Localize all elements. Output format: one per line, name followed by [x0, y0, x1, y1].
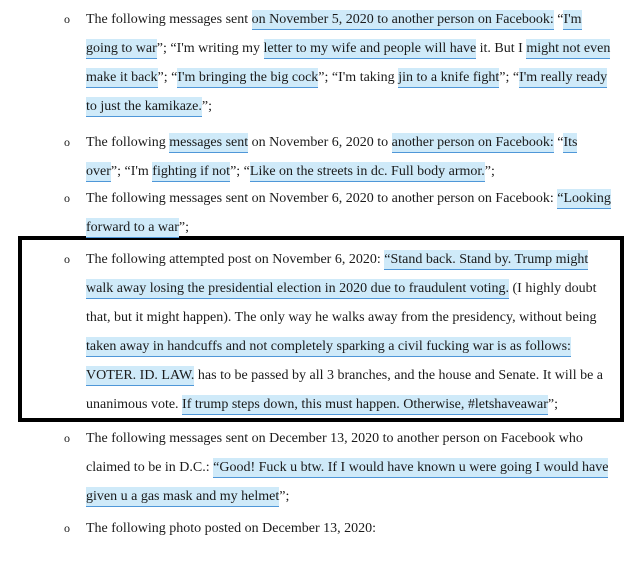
body-text: The following attempted post on November 6, 2020: — [86, 252, 385, 267]
highlighted-text: letter to my wife and people will have — [264, 39, 477, 59]
text-line — [86, 453, 608, 482]
bullet-marker: o — [64, 12, 70, 26]
bullet-marker: o — [64, 135, 70, 149]
highlighted-text: I'm — [563, 10, 581, 30]
bullet-marker: o — [64, 521, 70, 535]
text-line — [86, 361, 603, 390]
body-text: it. But I — [476, 41, 527, 56]
highlighted-text: forward to a war — [86, 218, 179, 238]
body-text: “ — [553, 135, 564, 150]
body-text: ”; “ — [157, 70, 178, 85]
highlighted-text: to just the kamikaze. — [86, 97, 202, 117]
body-text: claimed to be in D.C.: — [86, 460, 214, 475]
highlighted-text: over — [86, 162, 111, 182]
highlighted-text: going to war — [86, 39, 157, 59]
text-line — [86, 128, 577, 157]
highlighted-text: I'm really ready — [519, 68, 607, 88]
highlighted-text: “Looking — [557, 189, 611, 209]
text-line — [86, 424, 583, 453]
bullet-marker: o — [64, 431, 70, 445]
highlighted-text: on November 5, 2020 to another person on Facebook: — [252, 10, 554, 30]
body-text: ”; — [547, 397, 559, 412]
body-text: The following messages sent on December 13, 2020 to another person on Facebook who — [86, 431, 583, 446]
body-text: ”; “ — [230, 164, 250, 179]
text-line — [86, 332, 571, 361]
text-line — [86, 157, 495, 186]
text-line — [86, 213, 189, 242]
highlighted-text: might not even — [526, 39, 610, 59]
text-line — [86, 482, 289, 511]
highlighted-text: jin to a knife fight — [398, 68, 499, 88]
text-line — [86, 92, 212, 121]
highlighted-text: taken away in handcuffs and not completely sparking a civil fucking war is as follows: — [86, 337, 571, 357]
highlighted-text: Like on the streets in dc. Full body armor. — [250, 162, 485, 182]
body-text: ”; — [201, 99, 212, 114]
highlighted-text: messages sent — [169, 133, 248, 153]
body-text: “ — [553, 12, 564, 27]
text-line — [86, 34, 610, 63]
body-text: ”; “I'm taking — [318, 70, 399, 85]
body-text: The following photo posted on December 13, 2020: — [86, 521, 377, 536]
body-text: that, but it might happen). The only way he walks away from the presidency, without being — [86, 310, 597, 325]
text-line — [86, 303, 597, 332]
bullet-marker: o — [64, 191, 70, 205]
body-text: unanimous vote. — [86, 397, 183, 412]
body-text: has to be passed by all 3 branches, and the house and Senate. It will be a — [194, 368, 604, 383]
body-text: The following messages sent — [86, 12, 252, 27]
text-line — [86, 514, 376, 543]
text-line — [86, 5, 582, 34]
highlighted-text: I'm bringing the big cock — [177, 68, 318, 88]
highlighted-text: If trump steps down, this must happen. Otherwise, #letshaveawar — [182, 395, 548, 415]
text-line — [86, 63, 607, 92]
body-text: ”; — [178, 220, 190, 235]
body-text: The following — [86, 135, 170, 150]
body-text: on November 6, 2020 to — [248, 135, 392, 150]
highlighted-text: make it back — [86, 68, 158, 88]
highlighted-text: fighting if not — [152, 162, 230, 182]
text-line — [86, 274, 597, 303]
body-text: (I highly doubt — [509, 281, 597, 296]
body-text: ”; — [484, 164, 495, 179]
highlighted-text: walk away losing the presidential election in 2020 due to fraudulent voting. — [86, 279, 509, 299]
body-text: ”; “ — [499, 70, 520, 85]
highlighted-text: given u a gas mask and my helmet — [86, 487, 279, 507]
highlighted-text: “Stand back. Stand by. Trump might — [384, 250, 588, 270]
text-line — [86, 245, 588, 274]
body-text: ”; — [279, 489, 290, 504]
highlighted-text: VOTER. ID. LAW. — [86, 366, 194, 386]
body-text: ”; “I'm writing my — [156, 41, 264, 56]
highlighted-text: another person on Facebook: — [392, 133, 554, 153]
body-text: The following messages sent on November 6, 2020 to another person on Facebook: — [86, 191, 558, 206]
bullet-marker: o — [64, 252, 70, 266]
highlighted-text: Its — [563, 133, 577, 153]
text-line — [86, 184, 611, 213]
body-text: ”; “I'm — [110, 164, 153, 179]
text-line — [86, 390, 558, 419]
highlighted-text: “Good! Fuck u btw. If I would have known u were going I would have — [213, 458, 608, 478]
